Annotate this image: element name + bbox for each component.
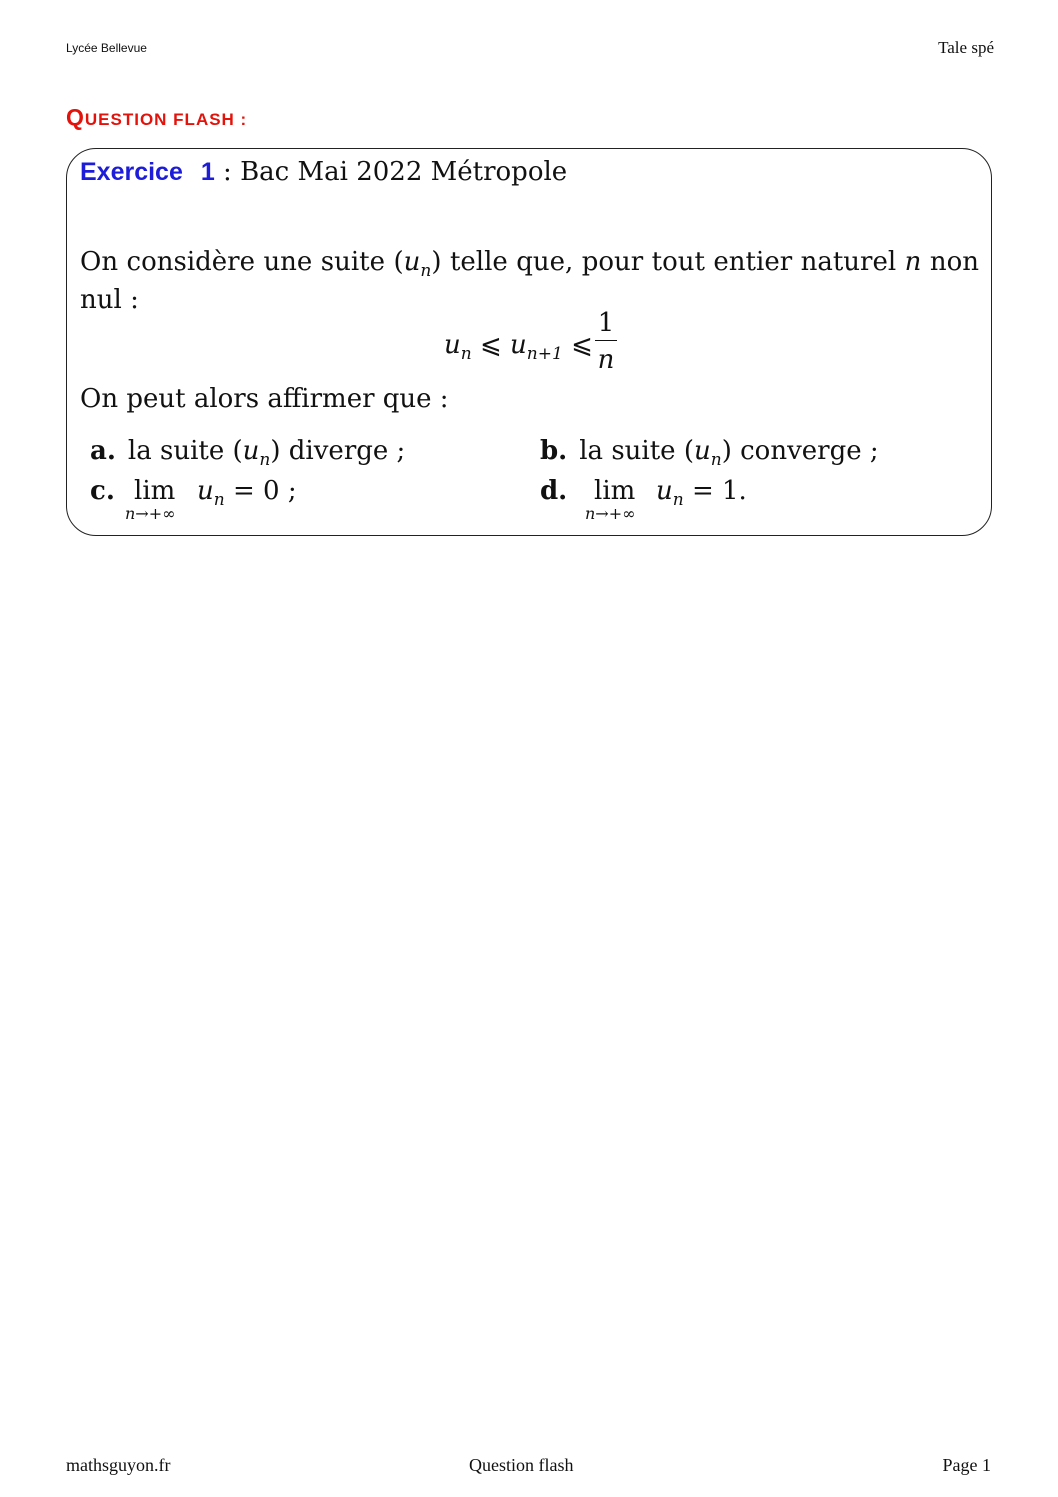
sequence-symbol: u <box>403 247 421 277</box>
option-a-text: la suite <box>127 436 225 466</box>
exercise-label: Exercice <box>80 158 183 186</box>
option-d-letter-wrap <box>540 476 579 506</box>
intro-text-1: On considère une suite <box>80 247 386 277</box>
option-c-lim: lim <box>134 476 176 506</box>
option-c-lim-sub: n→+∞ <box>125 504 176 523</box>
header-level: Tale spé <box>938 38 994 57</box>
sequence-index: n <box>420 261 432 281</box>
option-c-u: u <box>197 476 214 506</box>
option-a-index: n <box>259 450 271 470</box>
option-b-index: n <box>710 450 722 470</box>
option-d-value: = 1. <box>691 476 747 506</box>
section-title <box>66 104 247 131</box>
intro-text-3: non nul : <box>80 247 980 315</box>
ineq-leq2: ⩽ <box>571 330 593 360</box>
ineq-index2: n+1 <box>526 344 563 364</box>
option-c-value: = 0 ; <box>232 476 297 506</box>
ineq-u1: u <box>444 330 461 360</box>
footer-page: Page 1 <box>942 1455 991 1475</box>
option-c-letter: c. <box>90 476 115 506</box>
footer-site: mathsguyon.fr <box>66 1455 171 1475</box>
exercise-number: 1 <box>200 158 215 186</box>
option-b-text: la suite <box>579 436 676 466</box>
exercise-question: On peut alors affirmer que : <box>80 384 449 414</box>
ineq-u2: u <box>510 330 527 360</box>
ineq-leq1: ⩽ <box>479 330 502 360</box>
option-d-index: n <box>672 490 684 510</box>
option-d-lim-sub: n→+∞ <box>585 504 636 523</box>
option-d-letter: d. <box>540 476 568 506</box>
option-c-index: n <box>213 490 225 510</box>
fraction <box>595 306 617 377</box>
intro-variable: n <box>904 247 922 277</box>
fraction-denominator: n <box>597 345 615 375</box>
option-b-u: u <box>693 436 711 466</box>
option-b-text-after: converge ; <box>740 436 879 466</box>
option-b-letter: b. <box>540 436 568 466</box>
section-title-initial: Q <box>66 104 85 130</box>
section-title-rest: UESTION FLASH : <box>84 110 248 129</box>
option-b: b. la suite $(u_n)$ converge ; <box>540 436 879 470</box>
footer-title: Question flash <box>469 1455 574 1475</box>
option-a-text-after: diverge ; <box>288 436 406 466</box>
fraction-numerator: 1 <box>597 308 615 338</box>
option-d-u: u <box>656 476 673 506</box>
option-a-letter: a. <box>90 436 116 466</box>
option-d-expr <box>656 476 747 510</box>
intro-text-2: telle que, pour tout entier naturel <box>449 247 897 277</box>
exercise-heading <box>80 157 567 187</box>
exercise-intro: On considère une suite $(u_n)$ telle que, pour tout entier naturel n non nul : <box>80 247 980 315</box>
option-c-expr <box>197 476 297 510</box>
option-a-u: u <box>242 436 260 466</box>
option-c-letter-wrap <box>90 476 127 506</box>
exercise-title: : Bac Mai 2022 Métropole <box>223 157 568 187</box>
ineq-index1: n <box>460 344 472 364</box>
option-a: a. la suite $(u_n)$ diverge ; <box>90 436 406 470</box>
header-school: Lycée Bellevue <box>66 41 147 55</box>
inequality <box>444 330 593 364</box>
option-d-lim: lim <box>594 476 636 506</box>
